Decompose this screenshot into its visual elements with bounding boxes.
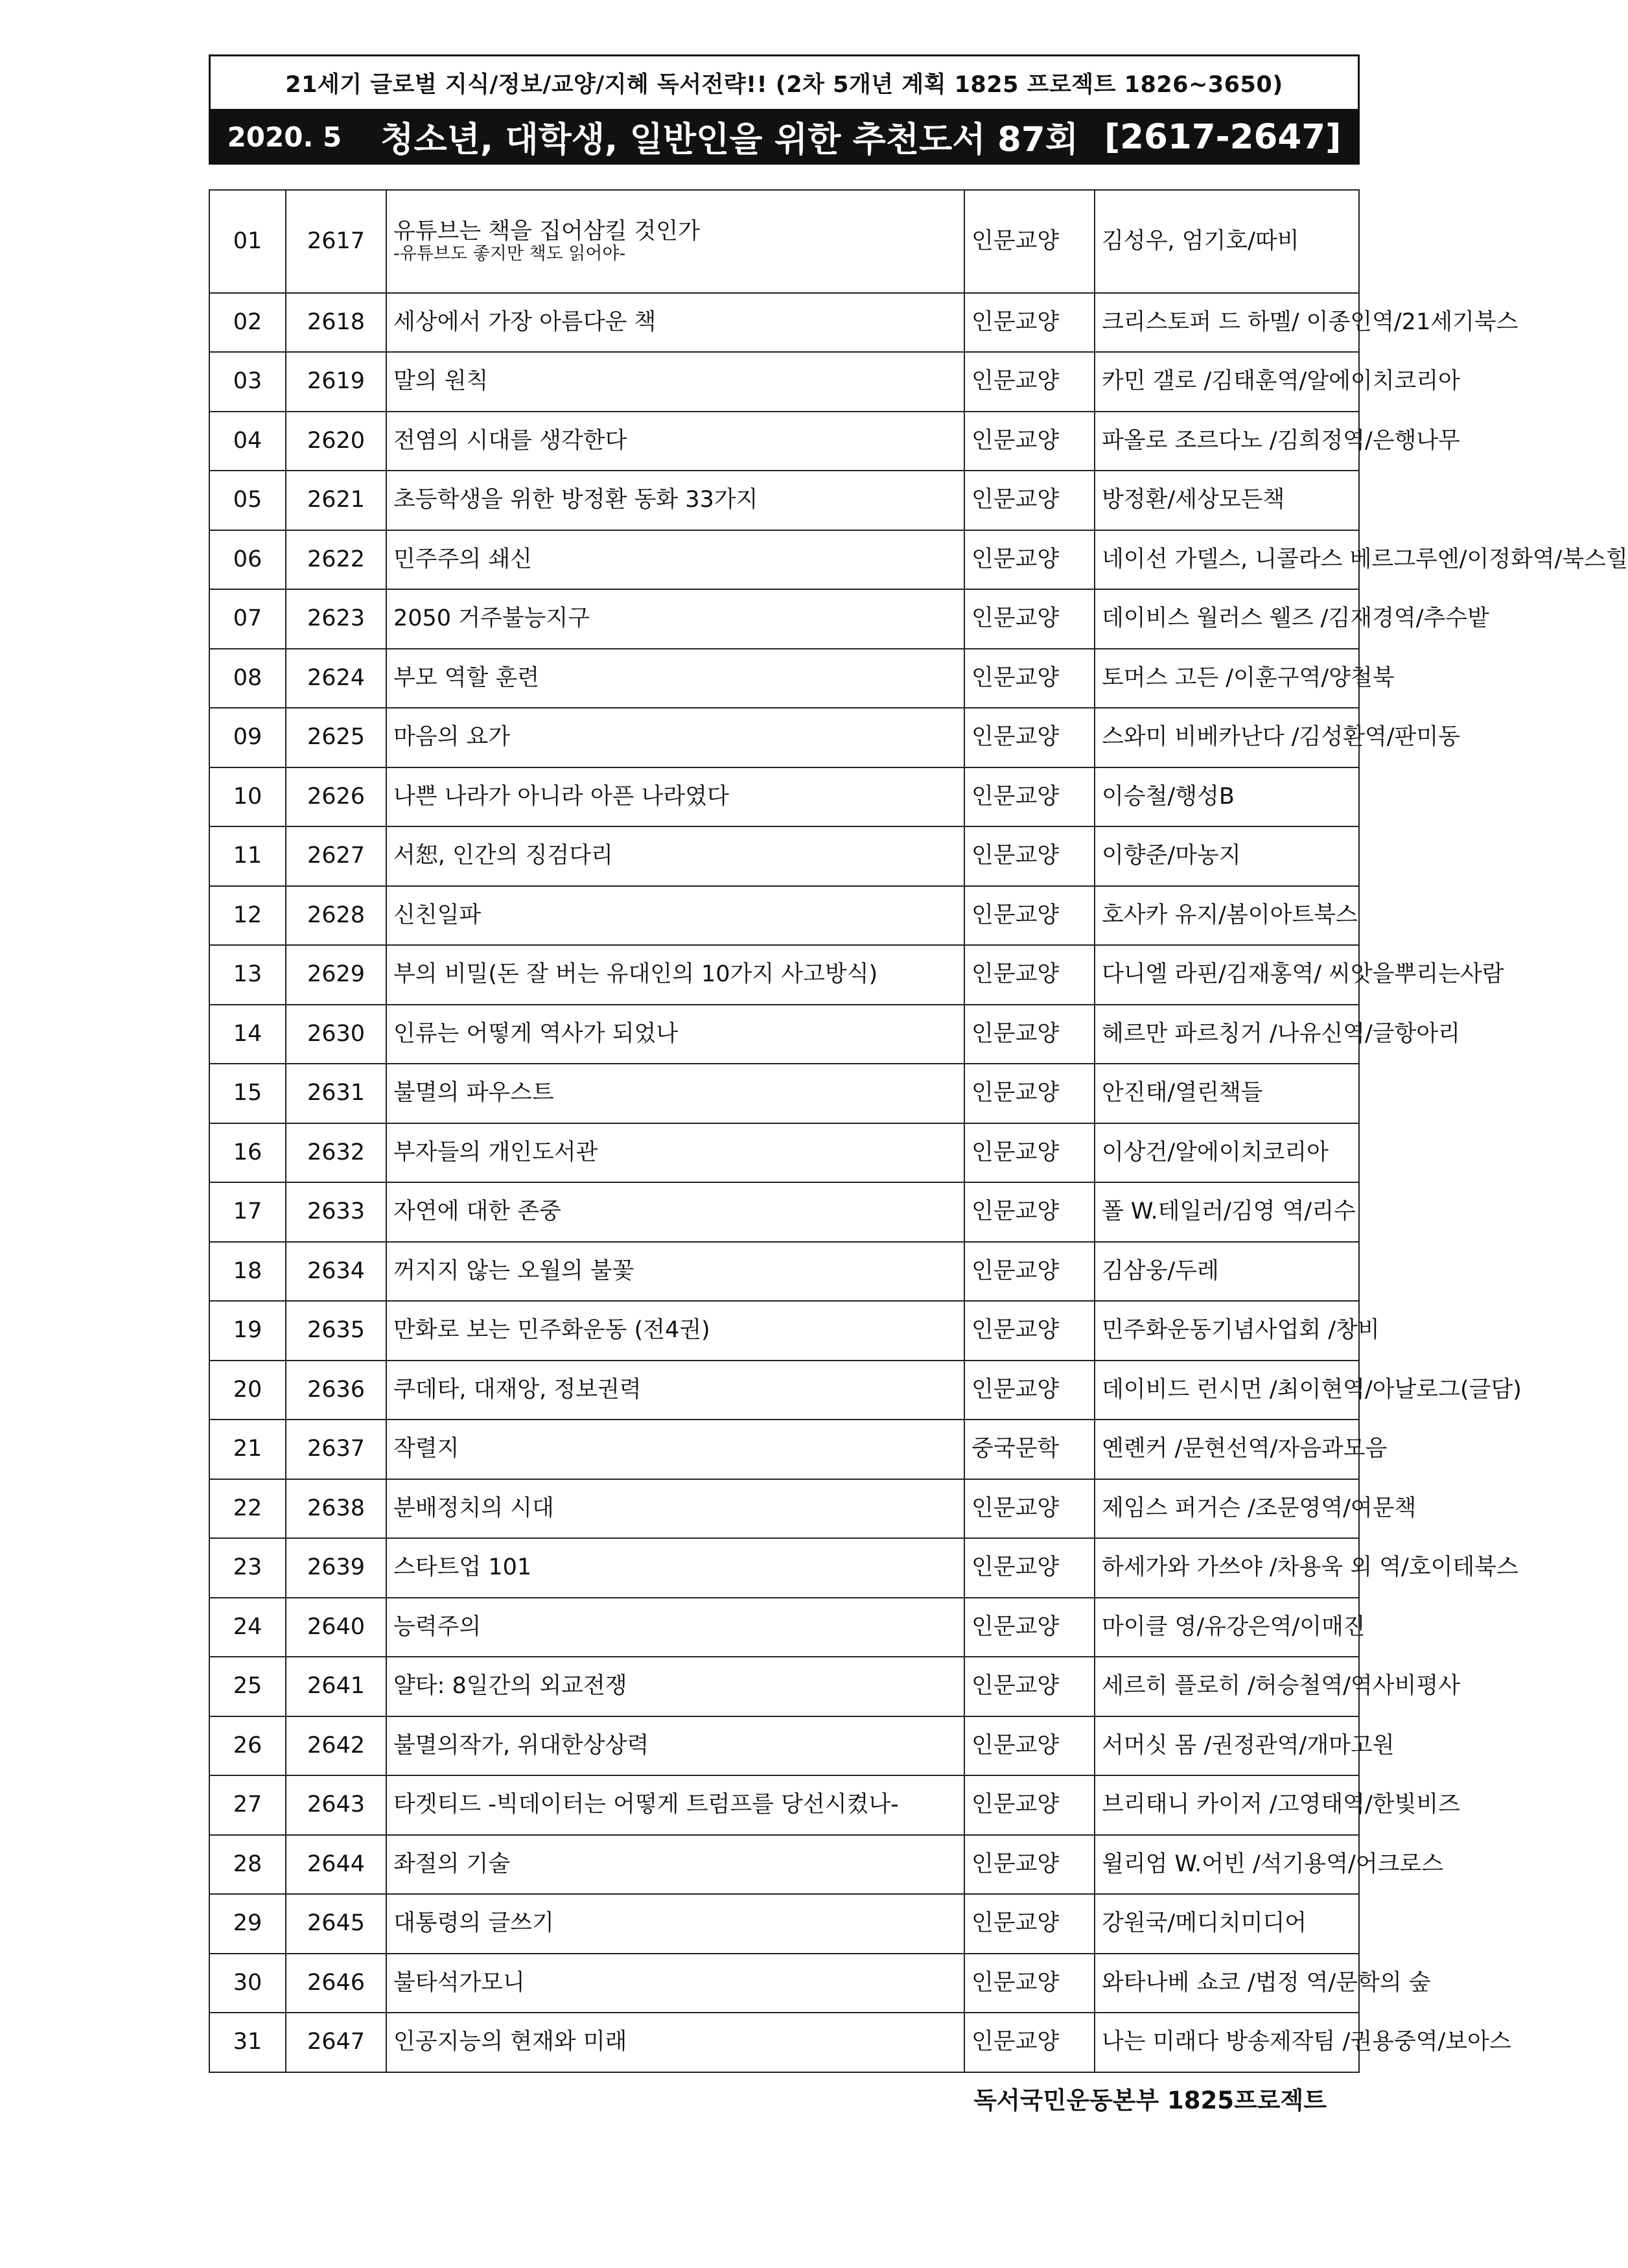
- book-number: 01: [209, 190, 286, 293]
- book-title: 신친일파: [393, 902, 482, 928]
- book-author: 김삼웅/두레: [1095, 1242, 1359, 1302]
- table-row: [209, 1538, 1359, 1598]
- book-title-cell: [386, 1361, 964, 1420]
- book-title-cell: [386, 1657, 964, 1716]
- book-title: 부의 비밀(돈 잘 버는 유대인의 10가지 사고방식): [393, 961, 878, 988]
- book-subtitle: -유튜브도 좋지만 책도 읽어야-: [393, 243, 626, 264]
- table-row: [209, 649, 1359, 708]
- book-title-cell: [386, 1894, 964, 1954]
- book-category: 인문교양: [964, 1954, 1095, 2013]
- book-number: 21: [209, 1420, 286, 1479]
- book-title-cell: [386, 1716, 964, 1776]
- book-code: 2632: [286, 1123, 386, 1183]
- book-title-cell: [386, 530, 964, 590]
- table-row: [209, 352, 1359, 412]
- book-number: 31: [209, 2013, 286, 2072]
- book-title-cell: [386, 1479, 964, 1539]
- book-code: 2636: [286, 1361, 386, 1420]
- book-number: 12: [209, 886, 286, 946]
- book-title-cell: [386, 1775, 964, 1835]
- book-author: 호사카 유지/봄이아트북스: [1095, 886, 1359, 946]
- book-title: 인공지능의 현재와 미래: [393, 2029, 627, 2055]
- book-number: 15: [209, 1064, 286, 1123]
- book-code: 2634: [286, 1242, 386, 1302]
- book-category: 인문교양: [964, 1716, 1095, 1776]
- book-number: 25: [209, 1657, 286, 1716]
- book-title: 초등학생을 위한 방정환 동화 33가지: [393, 487, 758, 513]
- book-category: 인문교양: [964, 190, 1095, 293]
- book-title: 꺼지지 않는 오월의 불꽃: [393, 1257, 634, 1284]
- book-title-cell: [386, 471, 964, 530]
- book-title-cell: [386, 1835, 964, 1895]
- book-code: 2643: [286, 1775, 386, 1835]
- book-title: 좌절의 기술: [393, 1851, 511, 1877]
- book-category: 인문교양: [964, 1242, 1095, 1302]
- book-category: 인문교양: [964, 2013, 1095, 2072]
- book-author: 와타나베 쇼코 /법정 역/문학의 숲: [1095, 1954, 1359, 2013]
- book-category: 인문교양: [964, 649, 1095, 708]
- book-number: 29: [209, 1894, 286, 1954]
- book-title: 전염의 시대를 생각한다: [393, 427, 627, 454]
- book-number: 04: [209, 412, 286, 471]
- table-row: [209, 1954, 1359, 2013]
- book-title: 불멸의 파우스트: [393, 1080, 554, 1106]
- book-author: 제임스 퍼거슨 /조문영역/여문책: [1095, 1479, 1359, 1539]
- book-author: 서머싯 몸 /권정관역/개마고원: [1095, 1716, 1359, 1776]
- book-author: 윌리엄 W.어빈 /석기용역/어크로스: [1095, 1835, 1359, 1895]
- book-title-cell: [386, 1064, 964, 1123]
- book-number: 10: [209, 767, 286, 827]
- table-row: [209, 767, 1359, 827]
- book-code: 2629: [286, 945, 386, 1005]
- table-row: [209, 1420, 1359, 1479]
- book-author: 마이클 영/유강은역/이매진: [1095, 1598, 1359, 1657]
- book-code: 2639: [286, 1538, 386, 1598]
- book-code: 2641: [286, 1657, 386, 1716]
- table-row: [209, 1361, 1359, 1420]
- book-author: 브리태니 카이저 /고영태역/한빛비즈: [1095, 1775, 1359, 1835]
- table-row: [209, 293, 1359, 353]
- book-code: 2620: [286, 412, 386, 471]
- book-author: 네이선 가델스, 니콜라스 베르그루엔/이정화역/북스힐: [1095, 530, 1359, 590]
- book-category: 인문교양: [964, 1538, 1095, 1598]
- book-code: 2631: [286, 1064, 386, 1123]
- table-row: [209, 1301, 1359, 1361]
- book-title-cell: [386, 708, 964, 767]
- book-category: 중국문학: [964, 1420, 1095, 1479]
- book-code: 2618: [286, 293, 386, 353]
- book-number: 07: [209, 589, 286, 649]
- table-row: [209, 1182, 1359, 1242]
- book-title-cell: [386, 589, 964, 649]
- book-code: 2623: [286, 589, 386, 649]
- book-code: 2637: [286, 1420, 386, 1479]
- book-code: 2628: [286, 886, 386, 946]
- book-code: 2619: [286, 352, 386, 412]
- header-date: 2020. 5: [227, 121, 342, 153]
- book-number: 18: [209, 1242, 286, 1302]
- book-code: 2635: [286, 1301, 386, 1361]
- book-number: 05: [209, 471, 286, 530]
- book-category: 인문교양: [964, 1123, 1095, 1183]
- book-author: 세르히 플로히 /허승철역/역사비평사: [1095, 1657, 1359, 1716]
- book-title-cell: [386, 190, 964, 293]
- book-number: 14: [209, 1005, 286, 1064]
- book-code: 2626: [286, 767, 386, 827]
- book-author: 이상건/알에이치코리아: [1095, 1123, 1359, 1183]
- table-row: [209, 945, 1359, 1005]
- book-number: 23: [209, 1538, 286, 1598]
- book-title: 스타트업 101: [393, 1554, 532, 1581]
- book-title-cell: [386, 293, 964, 353]
- book-code: 2630: [286, 1005, 386, 1064]
- book-code: 2622: [286, 530, 386, 590]
- table-row: [209, 1242, 1359, 1302]
- book-title-cell: [386, 352, 964, 412]
- book-title: 부자들의 개인도서관: [393, 1139, 598, 1165]
- book-author: 데이비드 런시먼 /최이현역/아날로그(글담): [1095, 1361, 1359, 1420]
- book-title: 타겟티드 -빅데이터는 어떻게 트럼프를 당선시켰나-: [393, 1792, 899, 1818]
- table-row: [209, 530, 1359, 590]
- table-row: [209, 589, 1359, 649]
- book-category: 인문교양: [964, 1182, 1095, 1242]
- book-title: 대통령의 글쓰기: [393, 1910, 554, 1937]
- book-author: 다니엘 라핀/김재홍역/ 씨앗을뿌리는사람: [1095, 945, 1359, 1005]
- book-title-cell: [386, 1005, 964, 1064]
- book-code: 2621: [286, 471, 386, 530]
- table-row: [209, 2013, 1359, 2072]
- book-author: 방정환/세상모든책: [1095, 471, 1359, 530]
- book-title: 부모 역할 훈련: [393, 664, 540, 691]
- book-number: 30: [209, 1954, 286, 2013]
- book-category: 인문교양: [964, 767, 1095, 827]
- book-title: 민주주의 쇄신: [393, 546, 532, 572]
- book-title-cell: [386, 1538, 964, 1598]
- book-author: 김성우, 엄기호/따비: [1095, 190, 1359, 293]
- book-category: 인문교양: [964, 589, 1095, 649]
- book-category: 인문교양: [964, 530, 1095, 590]
- book-title: 불타석가모니: [393, 1969, 525, 1996]
- book-code: 2624: [286, 649, 386, 708]
- book-category: 인문교양: [964, 826, 1095, 886]
- document-header: [209, 54, 1360, 165]
- book-title: 마음의 요가: [393, 724, 511, 751]
- book-category: 인문교양: [964, 1064, 1095, 1123]
- book-title: 유튜브는 책을 집어삼킬 것인가: [393, 218, 700, 244]
- book-author: 나는 미래다 방송제작팀 /권용중역/보아스: [1095, 2013, 1359, 2072]
- book-author: 폴 W.테일러/김영 역/리수: [1095, 1182, 1359, 1242]
- book-title: 분배정치의 시대: [393, 1495, 554, 1521]
- book-number: 09: [209, 708, 286, 767]
- table-row: [209, 1835, 1359, 1895]
- book-number: 16: [209, 1123, 286, 1183]
- book-author: 이승철/행성B: [1095, 767, 1359, 827]
- table-row: [209, 471, 1359, 530]
- book-code: 2638: [286, 1479, 386, 1539]
- book-title: 서恕, 인간의 징검다리: [393, 843, 613, 869]
- book-category: 인문교양: [964, 1894, 1095, 1954]
- book-author: 헤르만 파르칭거 /나유신역/글항아리: [1095, 1005, 1359, 1064]
- book-category: 인문교양: [964, 352, 1095, 412]
- book-title-cell: [386, 945, 964, 1005]
- header-title-bar: [209, 109, 1360, 165]
- book-number: 03: [209, 352, 286, 412]
- book-code: 2646: [286, 1954, 386, 2013]
- book-author: 하세가와 가쓰야 /차용욱 외 역/호이테북스: [1095, 1538, 1359, 1598]
- book-author: 민주화운동기념사업회 /창비: [1095, 1301, 1359, 1361]
- footer-organization: 독서국민운동본부 1825프로젝트: [973, 2087, 1327, 2114]
- book-number: 24: [209, 1598, 286, 1657]
- book-category: 인문교양: [964, 1361, 1095, 1420]
- table-row: [209, 1657, 1359, 1716]
- book-title: 2050 거주불능지구: [393, 605, 590, 632]
- book-title-cell: [386, 826, 964, 886]
- book-number: 19: [209, 1301, 286, 1361]
- book-number: 11: [209, 826, 286, 886]
- book-title: 인류는 어떻게 역사가 되었나: [393, 1020, 679, 1047]
- book-author: 카민 갤로 /김태훈역/알에이치코리아: [1095, 352, 1359, 412]
- book-title: 세상에서 가장 아름다운 책: [393, 309, 657, 335]
- table-row: [209, 1479, 1359, 1539]
- book-title-cell: [386, 2013, 964, 2072]
- book-number: 20: [209, 1361, 286, 1420]
- book-title-cell: [386, 1242, 964, 1302]
- book-title-cell: [386, 1954, 964, 2013]
- book-author: 토머스 고든 /이훈구역/양철북: [1095, 649, 1359, 708]
- table-row: [209, 1894, 1359, 1954]
- book-number: 27: [209, 1775, 286, 1835]
- book-category: 인문교양: [964, 1775, 1095, 1835]
- book-author: 데이비스 월러스 웰즈 /김재경역/추수밭: [1095, 589, 1359, 649]
- table-row: [209, 886, 1359, 946]
- book-title-cell: [386, 1182, 964, 1242]
- table-row: [209, 1005, 1359, 1064]
- table-row: [209, 1123, 1359, 1183]
- book-code: 2640: [286, 1598, 386, 1657]
- header-top-line: 21세기 글로벌 지식/정보/교양/지혜 독서전략!! (2차 5개년 계획 1825 프로젝트 1826~3650): [209, 54, 1360, 109]
- book-code: 2627: [286, 826, 386, 886]
- book-title: 능력주의: [393, 1613, 482, 1640]
- book-code: 2642: [286, 1716, 386, 1776]
- book-category: 인문교양: [964, 412, 1095, 471]
- book-author: 옌롄커 /문현선역/자음과모음: [1095, 1420, 1359, 1479]
- book-title: 나쁜 나라가 아니라 아픈 나라였다: [393, 783, 729, 810]
- book-author: 강원국/메디치미디어: [1095, 1894, 1359, 1954]
- book-code: 2645: [286, 1894, 386, 1954]
- book-category: 인문교양: [964, 886, 1095, 946]
- book-title: 만화로 보는 민주화운동 (전4권): [393, 1317, 710, 1344]
- table-row: [209, 412, 1359, 471]
- table-row: [209, 1716, 1359, 1776]
- table-row: [209, 1064, 1359, 1123]
- book-category: 인문교양: [964, 1479, 1095, 1539]
- book-title: 자연에 대한 존중: [393, 1198, 561, 1225]
- book-title-cell: [386, 767, 964, 827]
- book-number: 22: [209, 1479, 286, 1539]
- book-number: 06: [209, 530, 286, 590]
- book-category: 인문교양: [964, 471, 1095, 530]
- book-category: 인문교양: [964, 1598, 1095, 1657]
- book-number: 28: [209, 1835, 286, 1895]
- book-author: 파올로 조르다노 /김희정역/은행나무: [1095, 412, 1359, 471]
- header-range: [2617-2647]: [1104, 117, 1342, 157]
- book-category: 인문교양: [964, 1657, 1095, 1716]
- book-category: 인문교양: [964, 708, 1095, 767]
- book-code: 2617: [286, 190, 386, 293]
- book-code: 2633: [286, 1182, 386, 1242]
- book-author: 크리스토퍼 드 하멜/ 이종인역/21세기북스: [1095, 293, 1359, 353]
- book-number: 17: [209, 1182, 286, 1242]
- table-row: [209, 708, 1359, 767]
- table-row: [209, 190, 1359, 293]
- book-title-cell: [386, 886, 964, 946]
- book-author: 안진태/열린책들: [1095, 1064, 1359, 1123]
- book-author: 이향준/마농지: [1095, 826, 1359, 886]
- book-author: 스와미 비베카난다 /김성환역/판미동: [1095, 708, 1359, 767]
- book-category: 인문교양: [964, 1005, 1095, 1064]
- book-category: 인문교양: [964, 945, 1095, 1005]
- book-number: 26: [209, 1716, 286, 1776]
- book-category: 인문교양: [964, 1835, 1095, 1895]
- table-row: [209, 1775, 1359, 1835]
- book-code: 2647: [286, 2013, 386, 2072]
- book-title-cell: [386, 1598, 964, 1657]
- book-title: 작렬지: [393, 1436, 459, 1462]
- book-title-cell: [386, 1301, 964, 1361]
- book-number: 13: [209, 945, 286, 1005]
- book-category: 인문교양: [964, 293, 1095, 353]
- book-table: [209, 189, 1628, 2073]
- book-title: 말의 원칙: [393, 368, 489, 395]
- book-title: 불멸의작가, 위대한상상력: [393, 1732, 649, 1759]
- table-row: [209, 826, 1359, 886]
- book-number: 08: [209, 649, 286, 708]
- book-title: 얄타: 8일간의 외교전쟁: [393, 1673, 627, 1700]
- book-title-cell: [386, 1123, 964, 1183]
- table-row: [209, 1598, 1359, 1657]
- book-code: 2625: [286, 708, 386, 767]
- book-title: 쿠데타, 대재앙, 정보권력: [393, 1376, 642, 1403]
- book-number: 02: [209, 293, 286, 353]
- book-category: 인문교양: [964, 1301, 1095, 1361]
- book-code: 2644: [286, 1835, 386, 1895]
- book-title-cell: [386, 1420, 964, 1479]
- header-title: 청소년, 대학생, 일반인을 위한 추천도서 87회: [380, 120, 1078, 159]
- book-title-cell: [386, 412, 964, 471]
- book-title-cell: [386, 649, 964, 708]
